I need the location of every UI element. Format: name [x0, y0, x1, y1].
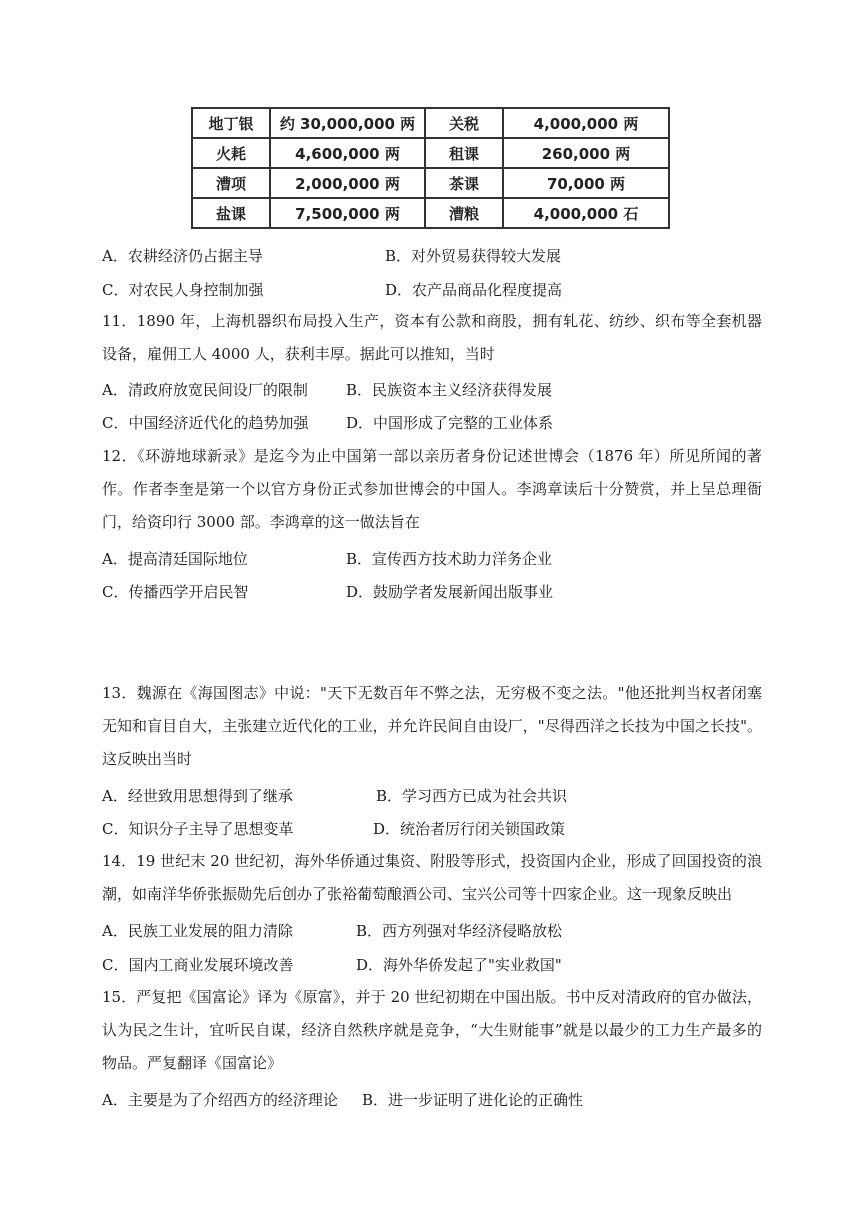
- q12-stem: 12．《环游地球新录》是迄今为止中国第一部以亲历者身份记述世博会（1876 年）所见所闻的著作。作者李奎是第一个以官方身份正式参加世博会的中国人。李鸿章读后十分赞赏，并上呈总理衙门，给资印行 3000 部。李鸿章的这一做法旨在: [102, 447, 762, 531]
- q11-option-c[interactable]: C．中国经济近代化的趋势加强: [102, 414, 309, 432]
- table-cell: 漕粮: [425, 198, 503, 228]
- q13-option-d[interactable]: D．统治者厉行闭关锁国政策: [373, 820, 566, 838]
- q11-stem: 11．1890 年，上海机器织布局投入生产，资本有公款和商股，拥有轧花、纺纱、织布等全套机器设备，雇佣工人 4000 人，获利丰厚。据此可以推知，当时: [102, 312, 762, 363]
- table-cell: 租课: [425, 138, 503, 168]
- table-cell: 4,000,000 石: [503, 198, 669, 228]
- q13-option-a[interactable]: A．经世致用思想得到了继承: [102, 787, 293, 805]
- table-cell: 漕项: [192, 168, 270, 198]
- q14-option-c[interactable]: C．国内工商业发展环境改善: [102, 956, 294, 974]
- table-cell: 茶课: [425, 168, 503, 198]
- table-cell: 盐课: [192, 198, 270, 228]
- table-cell: 7,500,000 两: [270, 198, 425, 228]
- q10-option-a[interactable]: A．农耕经济仍占据主导: [102, 247, 263, 265]
- table-cell: 关税: [425, 108, 503, 138]
- table-cell: 2,000,000 两: [270, 168, 425, 198]
- q12-option-b[interactable]: B．宣传西方技术助力洋务企业: [346, 550, 553, 568]
- q12-option-c[interactable]: C．传播西学开启民智: [102, 583, 249, 601]
- q14-option-a[interactable]: A．民族工业发展的阻力清除: [102, 922, 293, 940]
- q12-option-a[interactable]: A．提高清廷国际地位: [102, 550, 248, 568]
- q13-option-c[interactable]: C．知识分子主导了思想变革: [102, 820, 294, 838]
- q12-option-d[interactable]: D．鼓励学者发展新闻出版事业: [346, 583, 554, 601]
- q14-option-d[interactable]: D．海外华侨发起了"实业救国": [356, 956, 562, 974]
- q13-stem: 13．魏源在《海国图志》中说："天下无数百年不弊之法，无穷极不变之法。"他还批判当权者闭塞无知和盲目自大，主张建立近代化的工业，并允许民间自由设厂，"尽得西洋之长技为中国之长技"。这反映出当时: [102, 684, 762, 768]
- q15-stem: 15．严复把《国富论》译为《原富》，并于 20 世纪初期在中国出版。书中反对清政府的官办做法，认为民之生计，宜听民自谋，经济自然秩序就是竞争，“大生财能事”就是以最少的工力生产最多的物品。严复翻译《国富论》: [102, 988, 762, 1072]
- table-cell: 约 30,000,000 两: [270, 108, 425, 138]
- q15-option-a[interactable]: A．主要是为了介绍西方的经济理论: [102, 1091, 338, 1109]
- table-row: [192, 168, 669, 198]
- table-cell: 地丁银: [192, 108, 270, 138]
- q11-option-a[interactable]: A．清政府放宽民间设厂的限制: [102, 381, 308, 399]
- q14-option-b[interactable]: B．西方列强对华经济侵略放松: [356, 922, 563, 940]
- table-cell: 4,000,000 两: [503, 108, 669, 138]
- q10-option-d[interactable]: D．农产品商品化程度提高: [385, 281, 563, 299]
- q11-option-d[interactable]: D．中国形成了完整的工业体系: [346, 414, 554, 432]
- table-cell: 火耗: [192, 138, 270, 168]
- table-row: [192, 138, 669, 168]
- q13-option-b[interactable]: B．学习西方已成为社会共识: [376, 787, 568, 805]
- q11-option-b[interactable]: B．民族资本主义经济获得发展: [346, 381, 553, 399]
- table-cell: 70,000 两: [503, 168, 669, 198]
- q10-option-b[interactable]: B．对外贸易获得较大发展: [385, 247, 562, 265]
- table-cell: 260,000 两: [503, 138, 669, 168]
- table-row: [192, 198, 669, 228]
- revenue-table: [191, 107, 670, 229]
- q14-stem: 14．19 世纪末 20 世纪初，海外华侨通过集资、附股等形式，投资国内企业，形成了回国投资的浪潮，如南洋华侨张振勋先后创办了张裕葡萄酿酒公司、宝兴公司等十四家企业。这一现象反映出: [102, 852, 762, 903]
- q15-option-b[interactable]: B．进一步证明了进化论的正确性: [362, 1091, 584, 1109]
- q10-option-c[interactable]: C．对农民人身控制加强: [102, 281, 264, 299]
- table-row: [192, 108, 669, 138]
- table-cell: 4,600,000 两: [270, 138, 425, 168]
